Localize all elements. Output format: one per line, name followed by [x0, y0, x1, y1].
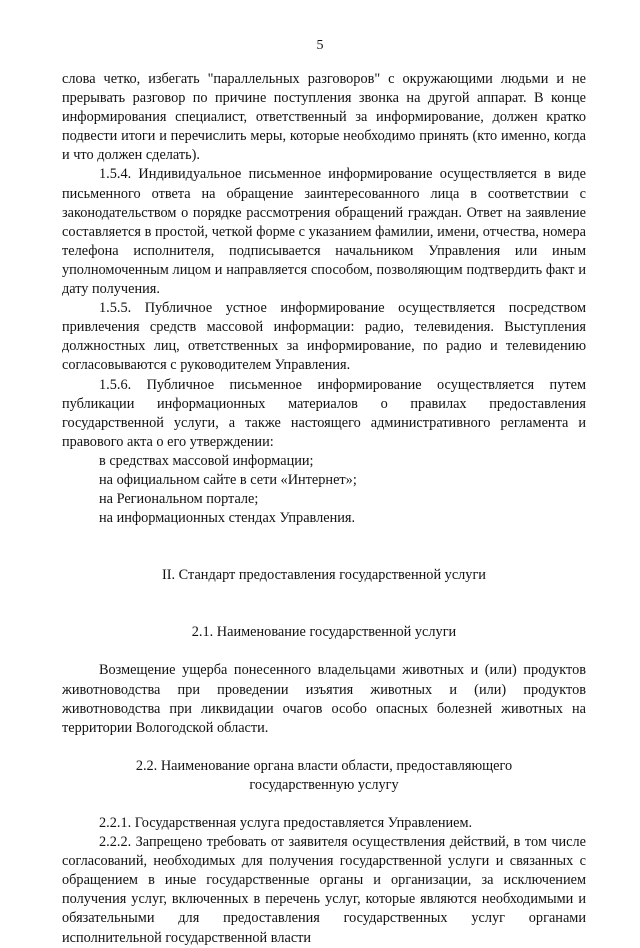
- page-number: 5: [316, 38, 324, 53]
- list-item: на информационных стендах Управления.: [99, 510, 356, 527]
- spacer: [62, 795, 586, 814]
- subsection-heading-2-1: 2.1. Наименование государственной услуги: [191, 624, 457, 641]
- paragraph-2-2-1: 2.2.1. Государственная услуга предоставляется Управлением.: [99, 815, 473, 831]
- publication-list: [62, 452, 586, 528]
- list-item: на официальном сайте в сети «Интернет»;: [99, 471, 357, 488]
- paragraph-1-5-5: 1.5.5. Публичное устное информирование осуществляется посредством привлечения средств массовой информации: радио, телевидения. Выступления должностных лиц, ответственных за информирование, по радио и телевидению согласовываются с руководителем Управления.: [62, 300, 586, 374]
- section-heading: II. Стандарт предоставления государственной услуги: [162, 567, 486, 584]
- paragraph-continuation: слова четко, избегать "параллельных разговоров" с окружающими людьми и не прерывать разговор по причине поступления звонка на другой аппарат. В конце информирования специалист, ответственный за информирование, должен кратко подвести итоги и перечислить меры, которые необходимо принять (кто именно, когда и что должен сделать).: [62, 71, 586, 164]
- document-body: [62, 70, 586, 948]
- paragraph-1-5-6: 1.5.6. Публичное письменное информирование осуществляется путем публикации информационных материалов о правилах предоставления государственной услуги, а также настоящего административного регламента и правового акта о его утверждении:: [62, 376, 586, 450]
- subsection-heading-2-2: 2.2. Наименование органа власти области, предоставляющего государственную услугу: [135, 757, 513, 793]
- paragraph-2-1-text: Возмещение ущерба понесенного владельцами животных и (или) продуктов животноводства при проведении изъятия животных и (или) продуктов животноводства при ликвидации очагов особо опасных болезней животных на территории Вологодской области.: [62, 662, 586, 736]
- spacer: [62, 585, 586, 604]
- list-item: на Региональном портале;: [99, 491, 259, 508]
- list-item: в средствах массовой информации;: [99, 452, 314, 469]
- spacer: [62, 738, 586, 757]
- paragraph-2-2-2: 2.2.2. Запрещено требовать от заявителя осуществления действий, в том числе согласований, необходимых для получения государственной услуги и связанных с обращением в иные государственные органы и организации, за исключением получения услуг, включенных в перечень услуг, которые являются необходимыми и обязательными для предоставления государственных услуг органами исполнительной государственной власти: [62, 834, 586, 946]
- spacer: [62, 528, 586, 547]
- spacer: [62, 642, 586, 661]
- paragraph-1-5-4: 1.5.4. Индивидуальное письменное информирование осуществляется в виде письменного ответа на обращение заинтересованного лица в соответствии с законодательством о порядке рассмотрения обращений граждан. Ответ на заявление составляется в простой, четкой форме с указанием фамилии, имени, отчества, номера телефона исполнителя, подписывается начальником Управления или иным уполномоченным лицом и направляется способом, позволяющим подтвердить факт и дату получения.: [62, 166, 586, 298]
